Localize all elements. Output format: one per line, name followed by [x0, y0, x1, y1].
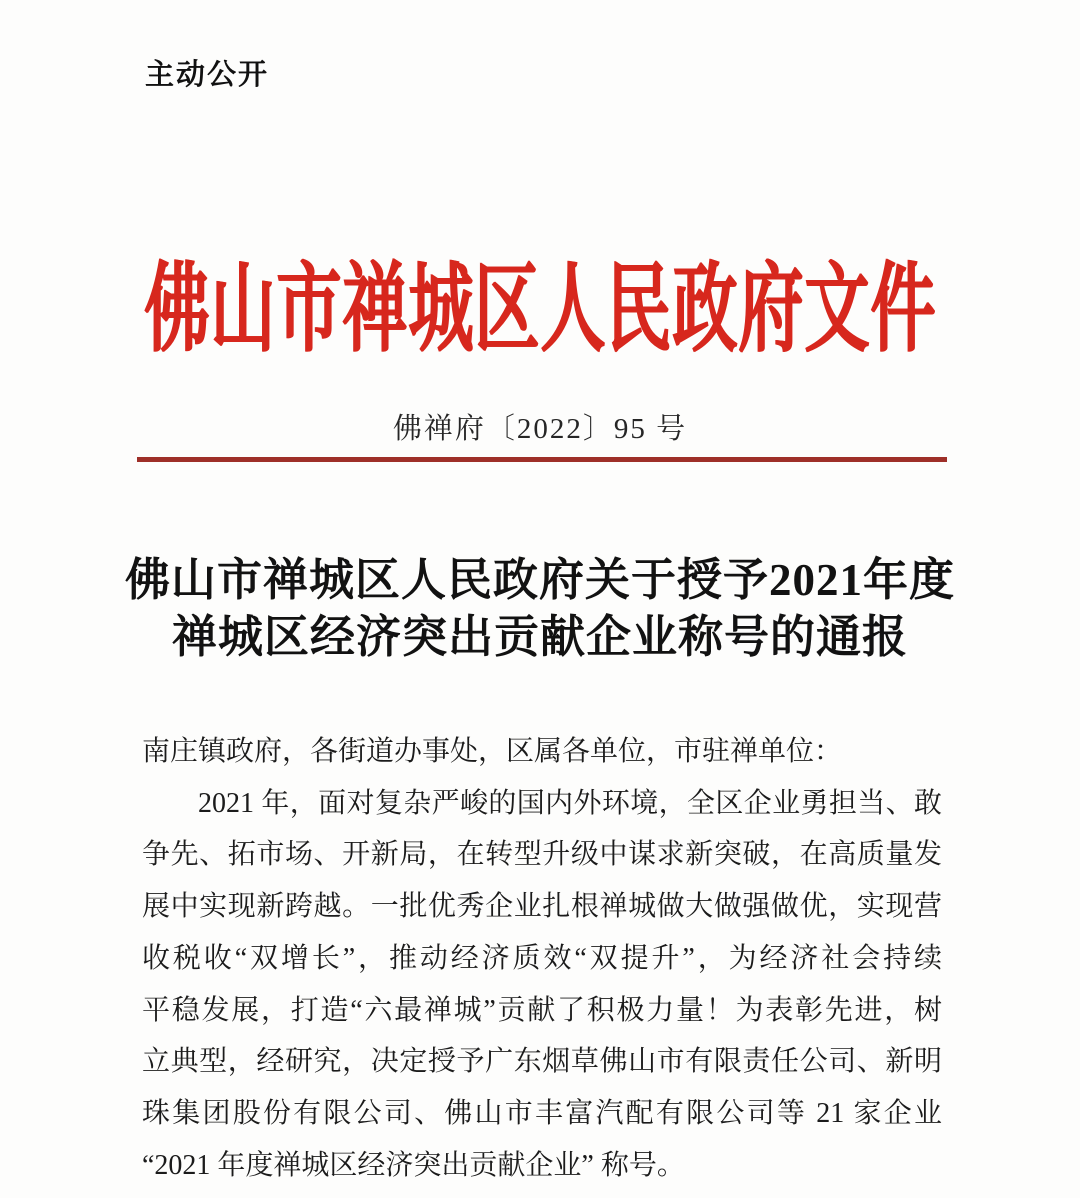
document-title-line2: 禅城区经济突出贡献企业称号的通报	[171, 612, 908, 662]
body-line: 争先、拓市场、开新局，在转型升级中谋求新突破，在高质量发	[142, 839, 942, 871]
document-title-line1: 佛山市禅城区人民政府关于授予2021年度	[124, 555, 955, 605]
disclosure-label: 主动公开	[145, 59, 270, 91]
salutation-line: 南庄镇政府，各街道办事处，区属各单位，市驻禅单位：	[142, 736, 843, 767]
document-title	[0, 552, 1080, 666]
body-line: 2021 年，面对复杂严峻的国内外环境，全区企业勇担当、敢	[198, 787, 942, 819]
body-line: 平稳发展，打造“六最禅城”贡献了积极力量！为表彰先进，树	[142, 994, 942, 1026]
body-line: 珠集团股份有限公司、佛山市丰富汽配有限公司等 21 家企业	[142, 1097, 942, 1129]
header-red-rule	[137, 457, 947, 462]
issuing-org-title: 佛山市禅城区人民政府文件	[143, 257, 936, 365]
body-line: “2021 年度禅城区经济突出贡献企业” 称号。	[142, 1149, 685, 1181]
document-header	[0, 230, 1080, 365]
body-line: 展中实现新跨越。一批优秀企业扎根禅城做大做强做优，实现营	[142, 891, 942, 923]
body-line: 立典型，经研究，决定授予广东烟草佛山市有限责任公司、新明	[142, 1046, 942, 1078]
document-body	[142, 726, 942, 1191]
document-number: 佛禅府〔2022〕95 号	[392, 413, 688, 445]
body-line: 收税收“双增长”，推动经济质效“双提升”，为经济社会持续	[142, 942, 942, 974]
